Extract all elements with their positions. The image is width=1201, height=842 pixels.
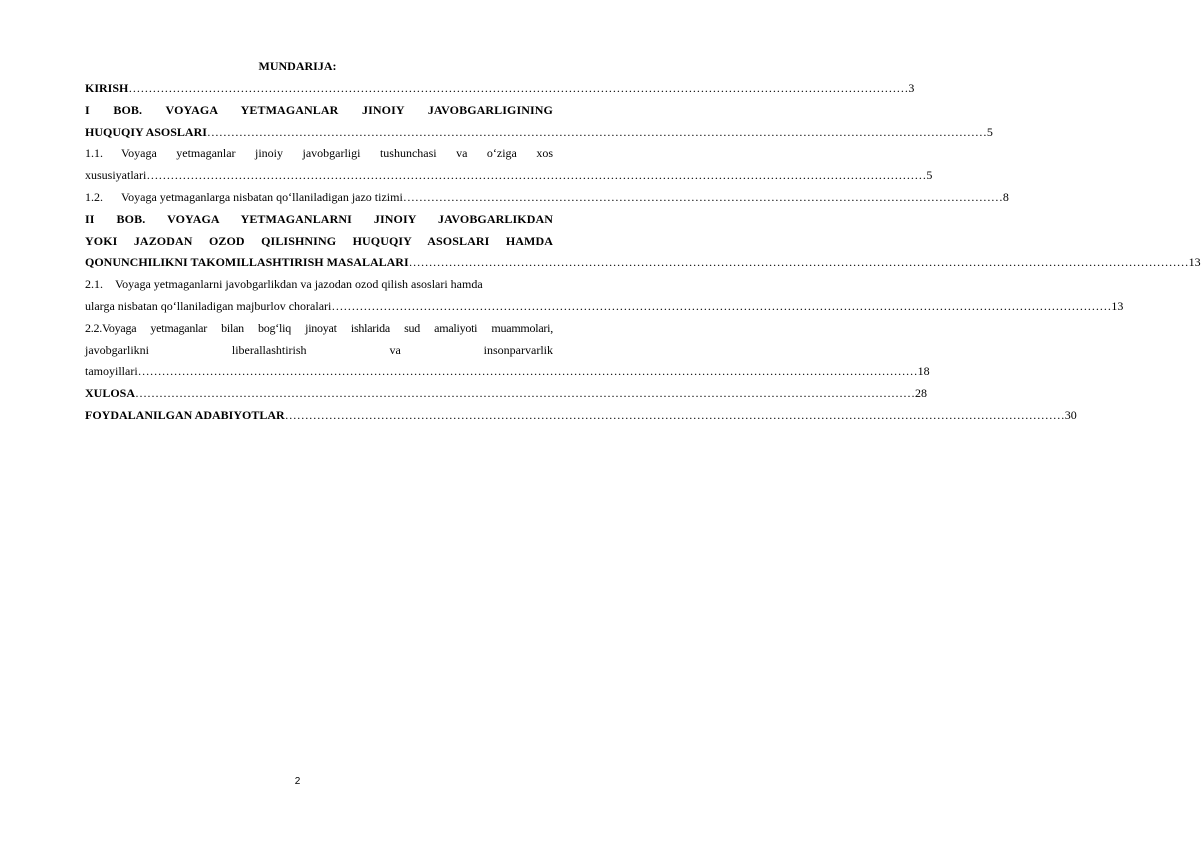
toc-entry-label: Voyaga yetmaganlar jinoiy javobgarligi tushunchasi va o‘ziga xos	[121, 146, 553, 161]
toc-leader-dots	[138, 361, 918, 383]
toc-leader-dots	[146, 165, 926, 187]
toc-section-number: 2.1.	[85, 277, 103, 292]
toc-leader-dots	[207, 122, 987, 144]
toc-entry-section-2-2-line-1[interactable]: 2.2.Voyaga yetmaganlar bilan bog‘liq jinoyat ishlarida sud amaliyoti muammolari,	[85, 320, 553, 335]
toc-page-number: 5	[986, 124, 993, 139]
toc-entry-section-1-1[interactable]	[85, 165, 933, 187]
toc-entry-label: HUQUQIY ASOSLARI	[85, 124, 207, 139]
toc-entry-section-2-1-line-1[interactable]	[85, 274, 553, 296]
toc-entry-label: FOYDALANILGAN ADABIYOTLAR	[85, 407, 285, 422]
toc-page-number: 28	[915, 386, 928, 401]
toc-entry-conclusion[interactable]	[85, 383, 928, 405]
toc-entry-references[interactable]	[85, 405, 1077, 427]
toc-entry-chapter-2-line-1[interactable]: II BOB. VOYAGA YETMAGANLARNI JINOIY JAVOBGARLIKDAN	[85, 211, 553, 226]
toc-leader-dots	[331, 296, 1111, 318]
toc-leader-dots	[285, 405, 1065, 427]
toc-entry-chapter-1-line-1[interactable]: I BOB. VOYAGA YETMAGANLAR JINOIY JAVOBGARLIGINING	[85, 102, 553, 117]
toc-entry-label: ularga nisbatan qo‘llaniladigan majburlov choralari	[85, 298, 332, 313]
toc-entry-label: KIRISH	[85, 81, 129, 95]
toc-page-number: 5	[926, 168, 933, 183]
toc-leader-dots	[128, 78, 908, 100]
toc-entry-section-1-1-line-1[interactable]	[85, 143, 553, 165]
toc-entry-section-2-2[interactable]	[85, 361, 930, 383]
toc-page-number: 3	[908, 81, 915, 95]
toc-title: MUNDARIJA:	[258, 59, 337, 73]
toc-entry-label: Voyaga yetmaganlarni javobgarlikdan va jazodan ozod qilish asoslari hamda	[115, 277, 483, 292]
toc-page-number: 13	[1188, 255, 1201, 270]
toc-section-number: 1.2.	[85, 189, 103, 204]
toc-page-number: 30	[1064, 407, 1077, 422]
toc-entry-chapter-1[interactable]	[85, 122, 993, 144]
toc-page-number: 18	[917, 364, 930, 379]
toc-entry-label: QONUNCHILIKNI TAKOMILLASHTIRISH MASALALARI	[85, 255, 409, 270]
toc-entry-chapter-2[interactable]	[85, 252, 1201, 274]
toc-entry-section-2-2-line-2[interactable]: javobgarlikni liberallashtirish va insonparvarlik	[85, 342, 553, 357]
toc-leader-dots	[135, 383, 915, 405]
toc-leader-dots	[403, 187, 1003, 209]
toc-page-number: 13	[1111, 298, 1124, 313]
table-of-contents	[85, 78, 1201, 427]
toc-entry-label: tamoyillari	[85, 364, 138, 379]
toc-entry-intro[interactable]	[85, 78, 915, 100]
toc-page-number: 8	[1002, 189, 1009, 204]
toc-entry-label: XULOSA	[85, 386, 136, 401]
toc-entry-section-2-1[interactable]	[85, 296, 1124, 318]
toc-section-number: 1.1.	[85, 146, 103, 161]
toc-entry-section-1-2[interactable]	[85, 187, 1009, 209]
toc-entry-label: Voyaga yetmaganlarga nisbatan qo‘llaniladigan jazo tizimi	[121, 189, 403, 204]
toc-entry-label: xususiyatlari	[85, 168, 147, 183]
toc-entry-chapter-2-line-2[interactable]: YOKI JAZODAN OZOD QILISHNING HUQUQIY ASOSLARI HAMDA	[85, 233, 553, 248]
page-number: 2	[294, 776, 301, 787]
toc-leader-dots	[409, 252, 1189, 274]
